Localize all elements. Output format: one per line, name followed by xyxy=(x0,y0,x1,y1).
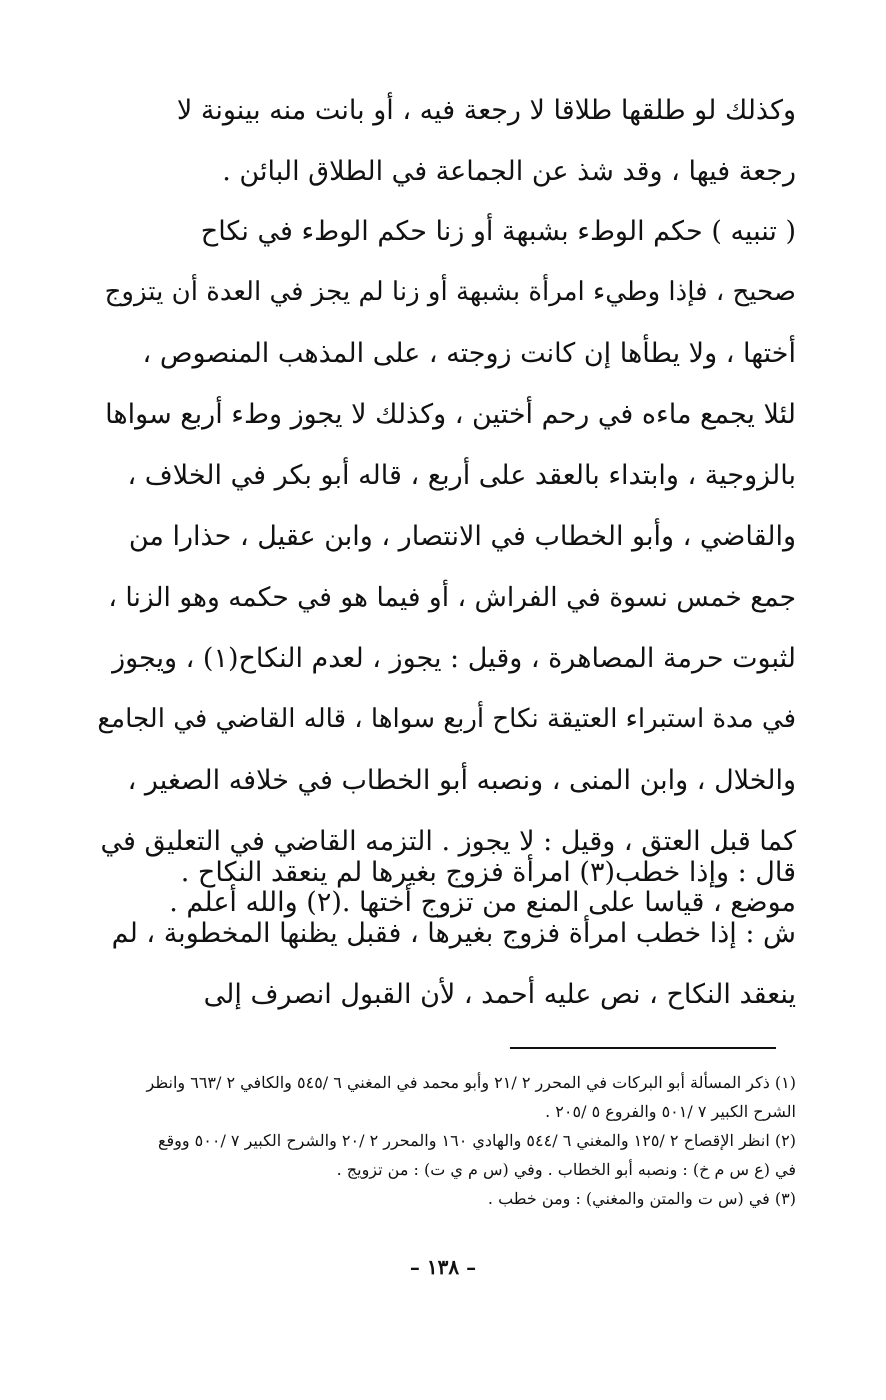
text-line: موضع ، قياسا على المنع من تزوج أختها .(٢) والله أعلم . xyxy=(169,887,796,918)
text-line: أختها ، ولا يطأها إن كانت زوجته ، على المذهب المنصوص ، xyxy=(142,338,796,369)
paragraph-1 xyxy=(96,80,796,202)
text-line: ينعقد النكاح ، نص عليه أحمد ، لأن القبول انصرف إلى xyxy=(203,979,796,1010)
footnote-line: (١) ذكر المسألة أبو البركات في المحرر ٢ /٢١ وأبو محمد في المغني ٦ /٥٤٥ والكافي ٢ /٦٦٣ وانظر xyxy=(146,1073,796,1092)
text-line: بالزوجية ، وابتداء بالعقد على أربع ، قاله أبو بكر في الخلاف ، xyxy=(127,460,796,491)
page-number: – ١٣٨ – xyxy=(409,1255,477,1279)
text-line: والقاضي ، وأبو الخطاب في الانتصار ، وابن عقيل ، حذارا من xyxy=(128,521,796,552)
paragraph-3 xyxy=(96,842,796,1025)
text-line: لثبوت حرمة المصاهرة ، وقيل : يجوز ، لعدم النكاح(١) ، ويجوز xyxy=(112,643,796,674)
text-line: ش : إذا خطب امرأة فزوج بغيرها ، فقبل يظنها المخطوبة ، لم xyxy=(111,918,796,949)
text-line: وكذلك لو طلقها طلاقا لا رجعة فيه ، أو بانت منه بينونة لا xyxy=(176,95,796,126)
text-line: قال : وإذا خطب(٣) امرأة فزوج بغيرها لم ينعقد النكاح . xyxy=(180,857,796,888)
text-line: جمع خمس نسوة في الفراش ، أو فيما هو في حكمه وهو الزنا ، xyxy=(108,582,796,613)
paragraph-2 xyxy=(96,201,796,933)
footnote-line: الشرح الكبير ٧ /٥٠١ والفروع ٥ /٢٠٥ . xyxy=(545,1102,796,1121)
footnotes xyxy=(96,1068,796,1213)
text-line: رجعة فيها ، وقد شذ عن الجماعة في الطلاق البائن . xyxy=(222,156,796,187)
text-line: في مدة استبراء العتيقة نكاح أربع سواها ، قاله القاضي في الجامع xyxy=(97,704,796,734)
text-line: صحيح ، فإذا وطيء امرأة بشبهة أو زنا لم يجز في العدة أن يتزوج xyxy=(104,277,796,307)
footnote-separator xyxy=(510,1047,776,1049)
footnote-line: (٢) انظر الإقصاح ٢ /١٢٥ والمغني ٦ /٥٤٤ والهادي ١٦٠ والمحرر ٢ /٢٠ والشرح الكبير ٧ /٥٠٠ ووقع xyxy=(157,1131,796,1150)
footnote-line: في (ع س م خ) : ونصبه أبو الخطاب . وفي (س م ي ت) : من تزويج . xyxy=(336,1160,796,1179)
footnote-line: (٣) في (س ت والمتن والمغني) : ومن خطب . xyxy=(487,1189,796,1208)
text-line: والخلال ، وابن المنى ، ونصبه أبو الخطاب في خلافه الصغير ، xyxy=(127,765,796,796)
text-line: لئلا يجمع ماءه في رحم أختين ، وكذلك لا يجوز وطء أربع سواها xyxy=(105,399,796,430)
text-line: كما قبل العتق ، وقيل : لا يجوز . التزمه القاضي في التعليق في xyxy=(100,826,796,857)
text-line: ( تنبيه ) حكم الوطء بشبهة أو زنا حكم الوطء في نكاح xyxy=(200,216,796,247)
